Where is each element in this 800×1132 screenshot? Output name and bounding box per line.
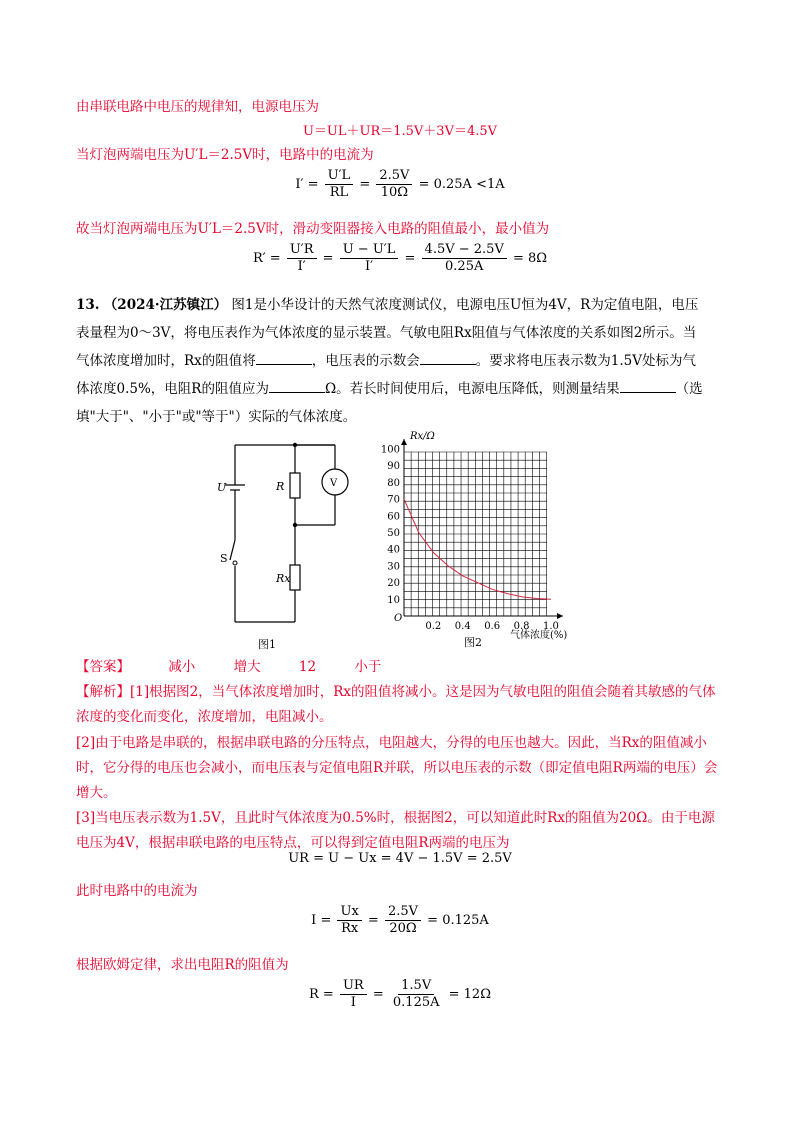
circuit-diagram bbox=[200, 430, 360, 655]
y-tick-label: 30 bbox=[387, 561, 400, 573]
y-tick-label: 70 bbox=[387, 494, 400, 506]
answer-line bbox=[76, 656, 415, 678]
x-tick-label: 0.4 bbox=[454, 621, 471, 632]
x-tick-label: 0.6 bbox=[484, 621, 501, 632]
y-tick-label: 90 bbox=[387, 461, 400, 473]
answer-blank-4 bbox=[620, 378, 676, 393]
question-line-3: 气体浓度增加时，Rx的阻值将 ，电压表的示数会 。要求将电压表示数为1.5V处标为气 bbox=[76, 350, 696, 372]
question-line-1: 13. （2024·江苏镇江） 图1是小华设计的天然气浓度测试仪，电源电压U恒为4V，R为定值电阻，电压 bbox=[76, 297, 699, 313]
equation-resistance: R = $\frac{UR}{I}$ = $\frac{1.5V}{0.125A}$ = 12Ω bbox=[308, 978, 491, 1010]
fig2-caption: 图2 bbox=[464, 636, 482, 649]
analysis-label: 【解析】 bbox=[76, 684, 130, 700]
question-source: （2024·江苏镇江） bbox=[103, 297, 228, 313]
y-tick-label: 40 bbox=[387, 544, 400, 556]
y-axis-arrow bbox=[401, 439, 407, 445]
label-U: U bbox=[217, 481, 227, 494]
x-tick-label: 0.8 bbox=[513, 621, 530, 632]
answer-label: 【答案】 bbox=[76, 659, 130, 675]
analysis-line-current: 此时电路中的电流为 bbox=[76, 883, 198, 899]
equation-min-resistance: R′ = $\frac{U'R}{I'}$ = $\frac{U - U'L}{I'}$ = $\frac{4.5V - 2.5V}{0.25A}$ = 8Ω bbox=[252, 242, 548, 274]
answer-blank-2 bbox=[420, 350, 476, 365]
label-Rx: Rx bbox=[276, 572, 291, 585]
y-axis-label: Rx/Ω bbox=[410, 431, 435, 442]
label-V: V bbox=[330, 478, 338, 489]
x-axis-arrow bbox=[557, 613, 563, 619]
answer-1: 减小 bbox=[168, 659, 196, 675]
label-S: S bbox=[220, 552, 228, 565]
analysis-paragraph-3: [3]当电压表示数为1.5V，且此时气体浓度为0.5%时，根据图2，可以知道此时Rx的阻值为20Ω。由于电源电压为4V，根据串联电路的电压特点，可以得到定值电阻R两端的电压为 bbox=[76, 810, 715, 851]
rx-curve bbox=[404, 499, 551, 599]
answer-2: 增大 bbox=[233, 659, 261, 675]
x-tick-label: 1.0 bbox=[543, 621, 559, 632]
equation-current-2: I = $\frac{Ux}{Rx}$ = $\frac{2.5V}{20\Omega}$ = 0.125A bbox=[311, 904, 489, 936]
analysis-paragraph-2: [2]由于电路是串联的，根据串联电路的分压特点，电阻越大，分得的电压也越大。因此，当Rx的阻值减小时，它分得的电压也会减小，而电压表与定值电阻R并联，所以电压表的示数（即定值电阻R两端的电压）会增大。 bbox=[76, 735, 718, 801]
equation-current: I′ = $\frac{U'L}{RL}$ = $\frac{2.5V}{10\Omega}$ = 0.25A <1A bbox=[295, 168, 505, 200]
y-tick-label: 100 bbox=[380, 444, 400, 456]
solution-line-1: 由串联电路中电压的规律知，电源电压为 bbox=[76, 99, 319, 115]
answer-blank-3 bbox=[269, 378, 325, 393]
junction-dot-mid bbox=[293, 523, 297, 527]
x-axis-label: 气体浓度(%) bbox=[510, 630, 568, 641]
y-tick-label: 60 bbox=[387, 511, 400, 523]
junction-dot-top bbox=[293, 443, 297, 447]
solution-line-3: 故当灯泡两端电压为U′L＝2.5V时，滑动变阻器接入电路的阻值最小，最小值为 bbox=[76, 221, 550, 237]
switch-contact bbox=[233, 561, 237, 565]
analysis-paragraph-1: 【解析】[1]根据图2，当气体浓度增加时，Rx的阻值将减小。这是因为气敏电阻的阻值会随着其敏感的气体浓度的变化而变化，浓度增加，电阻减小。 bbox=[76, 684, 716, 725]
answer-blank-1 bbox=[256, 350, 312, 365]
y-tick-label: 50 bbox=[387, 528, 400, 539]
question-line-2: 表量程为0～3V，将电压表作为气体浓度的显示装置。气敏电阻Rx阻值与气体浓度的关系如图2所示。当 bbox=[76, 325, 697, 341]
answer-3: 12 bbox=[298, 659, 317, 675]
answer-4: 小于 bbox=[354, 659, 382, 675]
question-line-4: 体浓度0.5%，电阻R的阻值应为 Ω。若长时间使用后，电源电压降低，则测量结果 （选 bbox=[76, 378, 703, 400]
equation-source-voltage: U＝UL＋UR＝1.5V＋3V＝4.5V bbox=[302, 124, 498, 139]
equation-ur: UR = U − Ux = 4V − 1.5V = 2.5V bbox=[288, 851, 512, 866]
y-tick-label: 10 bbox=[387, 594, 400, 606]
origin-label: O bbox=[394, 613, 403, 624]
question-line-5: 填"大于"、"小于"或"等于"）实际的气体浓度。 bbox=[76, 409, 357, 425]
y-tick-label: 80 bbox=[387, 477, 400, 489]
analysis-line-ohm: 根据欧姆定律，求出电阻R的阻值为 bbox=[76, 957, 289, 973]
question-number: 13. bbox=[76, 297, 100, 313]
fig1-caption: 图1 bbox=[258, 638, 276, 651]
gas-concentration-chart bbox=[378, 424, 590, 656]
label-R: R bbox=[276, 480, 285, 493]
x-tick-label: 0.2 bbox=[425, 621, 442, 632]
y-tick-label: 20 bbox=[387, 578, 400, 590]
solution-line-2: 当灯泡两端电压为U′L＝2.5V时，电路中的电流为 bbox=[76, 147, 374, 163]
